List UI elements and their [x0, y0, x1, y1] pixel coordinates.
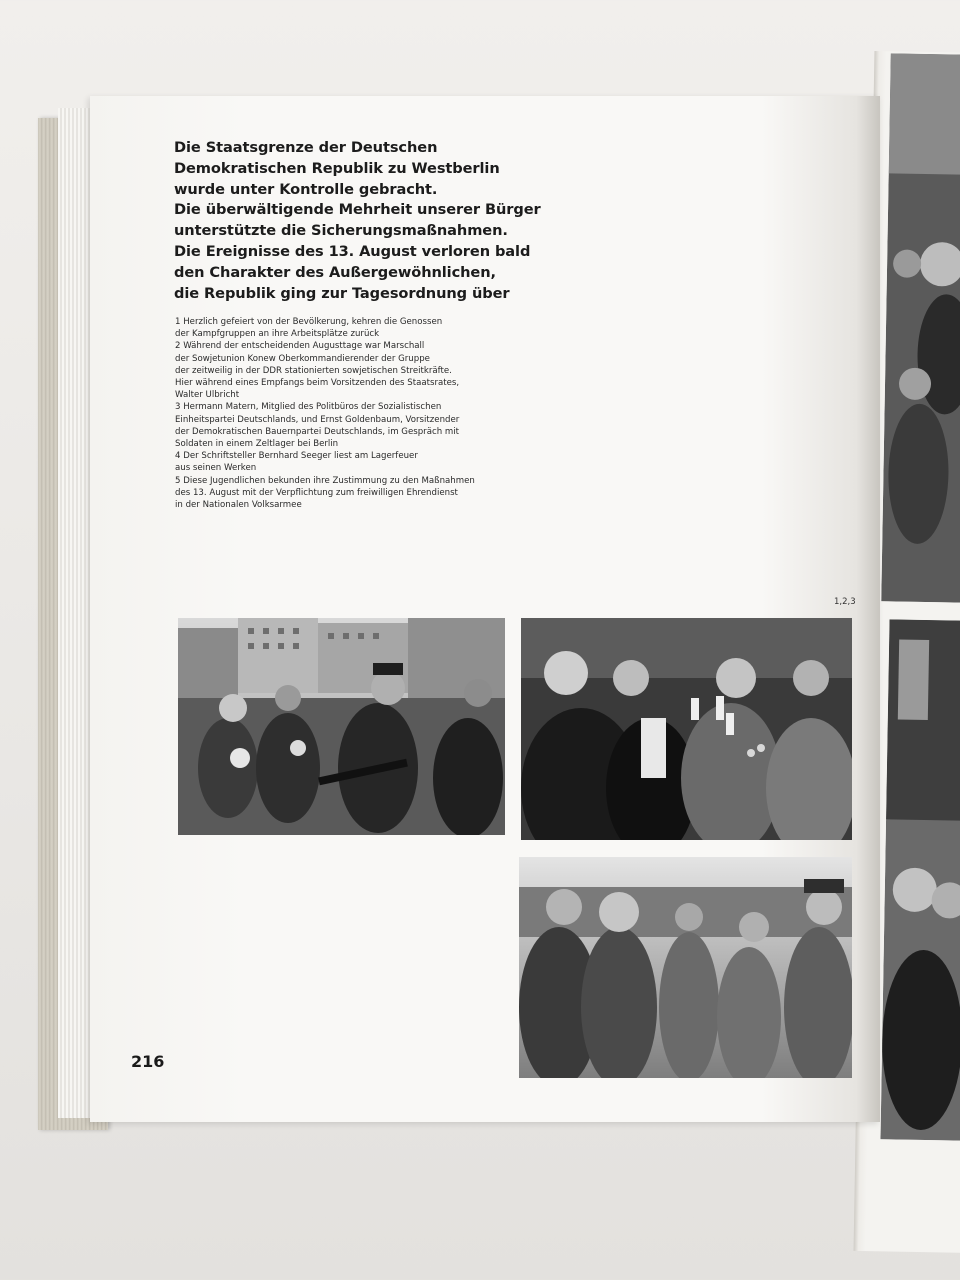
photo-campfire-reading	[881, 53, 960, 602]
caption-line: 5 Diese Jugendlichen bekunden ihre Zustimmung zu den Maßnahmen	[175, 475, 475, 486]
caption-line: Soldaten in einem Zeltlager bei Berlin	[175, 439, 339, 450]
caption-line: des 13. August mit der Verpflichtung zum freiwilligen Ehrendienst	[175, 487, 458, 498]
headline-line: Die Ereignisse des 13. August verloren bald	[174, 242, 531, 260]
caption-line: aus seinen Werken	[175, 463, 257, 474]
photo-young-volunteers	[880, 619, 960, 1140]
caption-line: der Sowjetunion Konew Oberkommandierender der Gruppe	[175, 353, 430, 364]
page-number: 216	[131, 1052, 165, 1071]
photo-militia-street	[178, 618, 505, 835]
photo-camp-conversation	[519, 857, 852, 1078]
caption-line: der zeitweilig in der DDR stationierten sowjetischen Streitkräfte.	[175, 365, 452, 376]
headline-line: den Charakter des Außergewöhnlichen,	[174, 263, 496, 281]
caption-line: in der Nationalen Volksarmee	[175, 500, 302, 511]
headline-line: die Republik ging zur Tagesordnung über	[174, 284, 510, 302]
caption-line: der Kampfgruppen an ihre Arbeitsplätze zurück	[175, 329, 380, 340]
headline-line: Die Staatsgrenze der Deutschen	[174, 139, 438, 156]
caption-line: 2 Während der entscheidenden Augusttage war Marschall	[175, 341, 425, 352]
headline	[174, 138, 541, 304]
headline-line: Demokratischen Republik zu Westberlin	[174, 159, 500, 177]
caption-line: 3 Hermann Matern, Mitglied des Politbüros der Sozialistischen	[175, 402, 442, 413]
headline-line: unterstützte die Sicherungsmaßnahmen.	[174, 222, 508, 240]
caption-line: 4 Der Schriftsteller Bernhard Seeger liest am Lagerfeuer	[175, 451, 418, 462]
caption-line: Hier während eines Empfangs beim Vorsitzenden des Staatsrates,	[175, 378, 460, 389]
photo-captions	[175, 316, 475, 511]
headline-line: wurde unter Kontrolle gebracht.	[174, 180, 438, 198]
photo-reference: 1,2,3	[834, 597, 856, 607]
caption-line: der Demokratischen Bauernpartei Deutschlands, im Gespräch mit	[175, 426, 460, 437]
caption-line: Einheitspartei Deutschlands, und Ernst Goldenbaum, Vorsitzender	[175, 414, 460, 425]
caption-line: 1 Herzlich gefeiert von der Bevölkerung, kehren die Genossen	[175, 317, 443, 327]
photo-reception-toast	[521, 618, 852, 840]
headline-line: Die überwältigende Mehrheit unserer Bürger	[174, 201, 541, 219]
caption-line: Walter Ulbricht	[175, 390, 240, 401]
